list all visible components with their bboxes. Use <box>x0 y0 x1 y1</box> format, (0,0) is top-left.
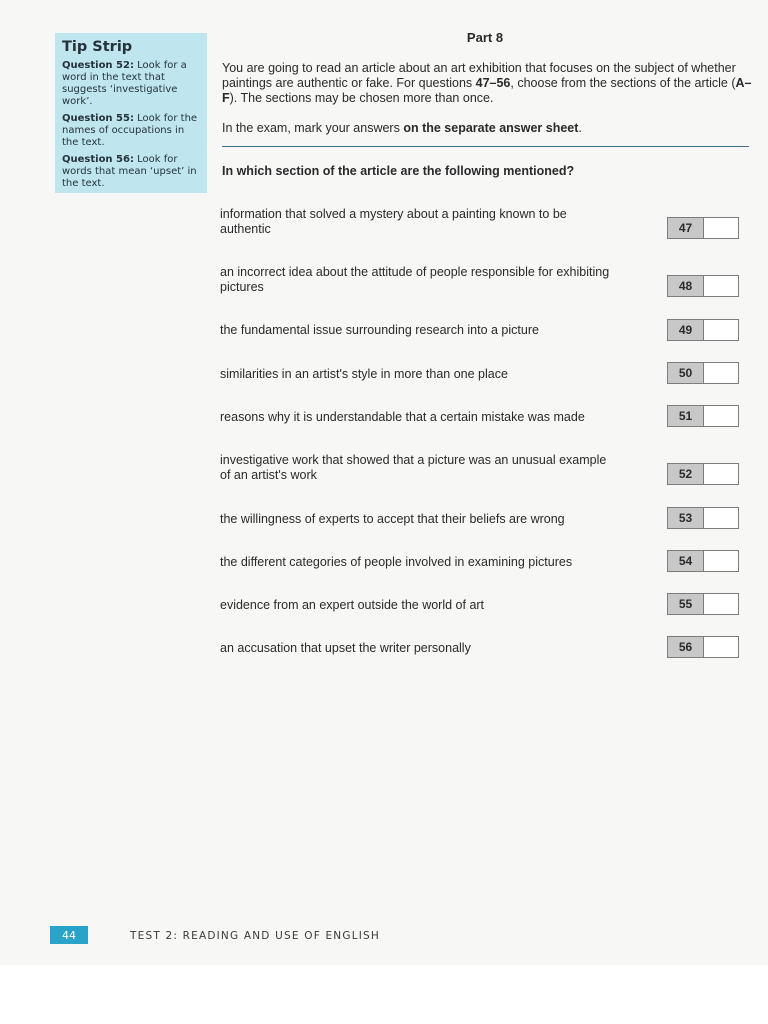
answer-box[interactable] <box>667 507 739 529</box>
tip-question-label: Question 55: <box>62 113 134 124</box>
question-number: 49 <box>668 320 704 340</box>
tip-item <box>62 154 200 190</box>
tip-text: Look for a word in the text that suggests ‘investigative work’. <box>62 60 187 107</box>
answer-field[interactable] <box>704 508 738 528</box>
question-row <box>220 453 750 487</box>
answer-box[interactable] <box>667 217 739 239</box>
instructions-text: You are going to read an article about an art exhibition that focuses on the subject of whether paintings are authentic or fake. For questions <box>222 61 736 90</box>
question-number: 54 <box>668 551 704 571</box>
answer-box[interactable] <box>667 319 739 341</box>
answer-field[interactable] <box>704 276 738 296</box>
exam-note-end: . <box>578 121 582 135</box>
answer-field[interactable] <box>704 464 738 484</box>
question-row <box>220 555 750 589</box>
question-number: 50 <box>668 363 704 383</box>
question-row <box>220 598 750 632</box>
answer-field[interactable] <box>704 594 738 614</box>
tip-item <box>62 60 200 108</box>
answer-field[interactable] <box>704 320 738 340</box>
question-number: 55 <box>668 594 704 614</box>
instructions-text: ). The sections may be chosen more than once. <box>229 91 494 105</box>
question-number: 48 <box>668 276 704 296</box>
question-text: reasons why it is understandable that a certain mistake was made <box>220 410 585 424</box>
instructions <box>222 61 752 106</box>
tip-strip <box>55 33 207 193</box>
answer-field[interactable] <box>704 551 738 571</box>
question-text: the fundamental issue surrounding research into a picture <box>220 323 539 337</box>
answer-field[interactable] <box>704 406 738 426</box>
question-number: 53 <box>668 508 704 528</box>
tip-question-label: Question 52: <box>62 60 134 71</box>
answer-field[interactable] <box>704 637 738 657</box>
exam-note-text: In the exam, mark your answers <box>222 121 404 135</box>
answer-field[interactable] <box>704 218 738 238</box>
question-text: similarities in an artist's style in more than one place <box>220 367 508 381</box>
question-row <box>220 410 750 444</box>
page-margin <box>0 965 768 1024</box>
answer-box[interactable] <box>667 275 739 297</box>
question-text: an accusation that upset the writer personally <box>220 641 471 655</box>
answer-box[interactable] <box>667 405 739 427</box>
question-range: 47–56 <box>475 76 511 90</box>
question-text: evidence from an expert outside the world of art <box>220 598 485 612</box>
question-text: the willingness of experts to accept that their beliefs are wrong <box>220 512 565 526</box>
question-text: the different categories of people involved in examining pictures <box>220 555 573 569</box>
question-row <box>220 207 750 241</box>
exam-note-emphasis: on the separate answer sheet <box>403 121 579 135</box>
question-row <box>220 323 750 357</box>
question-text: investigative work that showed that a picture was an unusual example of an artist's work <box>220 453 607 482</box>
tip-strip-title: Tip Strip <box>62 39 133 55</box>
divider <box>222 146 749 147</box>
question-row <box>220 265 750 299</box>
answer-box[interactable] <box>667 593 739 615</box>
question-number: 51 <box>668 406 704 426</box>
answer-box[interactable] <box>667 550 739 572</box>
tip-question-label: Question 56: <box>62 154 134 165</box>
question-text: an incorrect idea about the attitude of people responsible for exhibiting pictures <box>220 265 610 294</box>
question-row <box>220 641 750 675</box>
question-row <box>220 367 750 401</box>
question-number: 47 <box>668 218 704 238</box>
part-title: Part 8 <box>466 30 504 45</box>
page-number: 44 <box>50 926 88 944</box>
section-range: A–F <box>222 76 752 105</box>
tip-text: Look for the names of occupations in the text. <box>62 113 198 148</box>
tip-text: Look for words that mean ‘upset’ in the text. <box>62 154 197 189</box>
exam-note <box>222 121 752 136</box>
question-number: 52 <box>668 464 704 484</box>
answer-box[interactable] <box>667 636 739 658</box>
question-number: 56 <box>668 637 704 657</box>
answer-box[interactable] <box>667 463 739 485</box>
running-title: TEST 2: READING AND USE OF ENGLISH <box>130 930 381 942</box>
question-row <box>220 512 750 546</box>
question-heading: In which section of the article are the following mentioned? <box>222 164 575 178</box>
answer-box[interactable] <box>667 362 739 384</box>
instructions-text: , choose from the sections of the article ( <box>510 76 736 90</box>
question-text: information that solved a mystery about a painting known to be authentic <box>220 207 567 236</box>
answer-field[interactable] <box>704 363 738 383</box>
tip-item <box>62 113 200 149</box>
